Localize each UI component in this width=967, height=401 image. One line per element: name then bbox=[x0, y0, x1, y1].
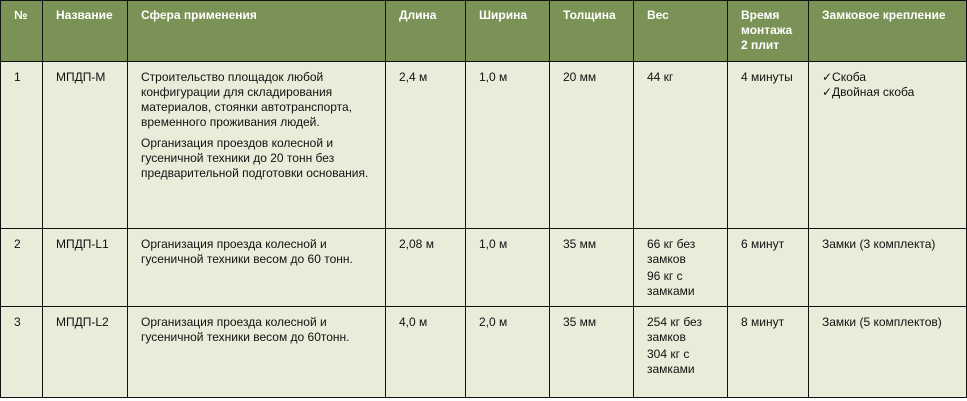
cell-mount-time: 4 минуты bbox=[728, 62, 809, 229]
weight-value: 304 кг с замками bbox=[647, 347, 695, 376]
header-lock: Замковое крепление bbox=[809, 1, 967, 62]
header-weight: Вес bbox=[634, 1, 728, 62]
weight-value: 44 кг bbox=[647, 70, 674, 84]
lock-item: Замки (5 комплектов) bbox=[822, 315, 942, 329]
header-name: Название bbox=[43, 1, 128, 62]
scope-paragraph: Организация проезда колесной и гусеничной техники весом до 60тонн. bbox=[141, 315, 350, 344]
weight-value: 66 кг без замков bbox=[647, 237, 696, 266]
cell-lock bbox=[809, 229, 967, 307]
cell-thickness: 20 мм bbox=[550, 62, 634, 229]
header-number: № bbox=[1, 1, 43, 62]
lock-item: ✓Двойная скоба bbox=[822, 85, 915, 99]
lock-item: Замки (3 комплекта) bbox=[822, 237, 936, 251]
cell-weight bbox=[634, 229, 728, 307]
table-row bbox=[1, 307, 967, 398]
cell-number: 2 bbox=[1, 229, 43, 307]
weight-value: 254 кг без замков bbox=[647, 315, 702, 344]
header-mount-time: Время монтажа 2 плит bbox=[728, 1, 809, 62]
cell-scope bbox=[128, 307, 386, 398]
cell-length: 4,0 м bbox=[386, 307, 466, 398]
table-row bbox=[1, 62, 967, 229]
cell-thickness: 35 мм bbox=[550, 229, 634, 307]
lock-item: ✓Скоба bbox=[822, 70, 867, 84]
cell-number: 3 bbox=[1, 307, 43, 398]
cell-width: 1,0 м bbox=[466, 229, 550, 307]
cell-mount-time: 6 минут bbox=[728, 229, 809, 307]
cell-width: 2,0 м bbox=[466, 307, 550, 398]
cell-lock bbox=[809, 62, 967, 229]
scope-paragraph: Строительство площадок любой конфигурации для складирования материалов, стоянки автотранспорта, временного проживания людей. bbox=[141, 70, 353, 129]
cell-scope bbox=[128, 62, 386, 229]
cell-scope bbox=[128, 229, 386, 307]
cell-weight bbox=[634, 307, 728, 398]
cell-lock bbox=[809, 307, 967, 398]
cell-name: МПДП-L2 bbox=[43, 307, 128, 398]
cell-length: 2,08 м bbox=[386, 229, 466, 307]
cell-weight bbox=[634, 62, 728, 229]
table-row bbox=[1, 229, 967, 307]
header-width: Ширина bbox=[466, 1, 550, 62]
weight-value: 96 кг с замками bbox=[647, 269, 695, 298]
cell-number: 1 bbox=[1, 62, 43, 229]
header-length: Длина bbox=[386, 1, 466, 62]
cell-length: 2,4 м bbox=[386, 62, 466, 229]
cell-name: МПДП-L1 bbox=[43, 229, 128, 307]
scope-paragraph: Организация проезда колесной и гусеничной техники весом до 60 тонн. bbox=[141, 237, 353, 266]
header-scope: Сфера применения bbox=[128, 1, 386, 62]
header-thickness: Толщина bbox=[550, 1, 634, 62]
cell-mount-time: 8 минут bbox=[728, 307, 809, 398]
scope-paragraph: Организация проездов колесной и гусеничной техники до 20 тонн без предварительной подготовки основания. bbox=[141, 136, 369, 180]
cell-name: МПДП-М bbox=[43, 62, 128, 229]
header-row bbox=[1, 1, 967, 62]
cell-thickness: 35 мм bbox=[550, 307, 634, 398]
cell-width: 1,0 м bbox=[466, 62, 550, 229]
